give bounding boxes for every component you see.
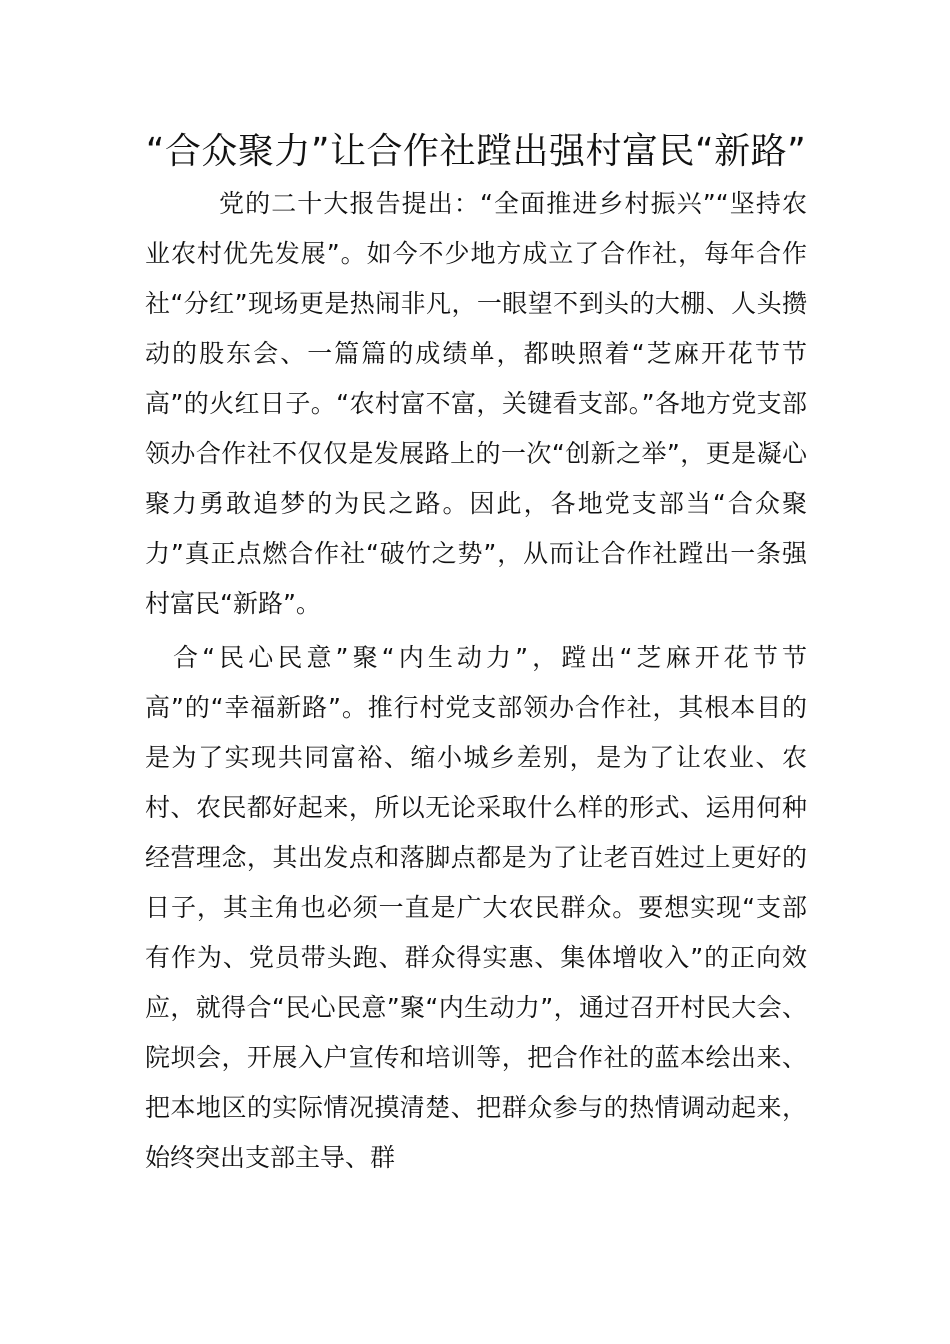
document-page	[145, 128, 807, 1183]
body-paragraph-1: 党的二十大报告提出：“全面推进乡村振兴”“坚持农业农村优先发展”。如今不少地方成立了合作社，每年合作社“分红”现场更是热闹非凡，一眼望不到头的大棚、人头攒动的股东会、一篇篇的成绩单，都映照着“芝麻开花节节高”的火红日子。“农村富不富，关键看支部。”各地方党支部领办合作社不仅仅是发展路上的一次“创新之举”，更是凝心聚力勇敢追梦的为民之路。因此，各地党支部当“合众聚力”真正点燃合作社“破竹之势”，从而让合作社蹚出一条强村富民“新路”。	[145, 189, 807, 618]
body-paragraph-2: 合“民心民意”聚“内生动力”，蹚出“芝麻开花节节高”的“幸福新路”。推行村党支部领办合作社，其根本目的是为了实现共同富裕、缩小城乡差别，是为了让农业、农村、农民都好起来，所以无论采取什么样的形式、运用何种经营理念，其出发点和落脚点都是为了让老百姓过上更好的日子，其主角也必须一直是广大农民群众。要想实现“支部有作为、党员带头跑、群众得实惠、集体增收入”的正向效应，就得合“民心民意”聚“内生动力”，通过召开村民大会、院坝会，开展入户宣传和培训等，把合作社的蓝本绘出来、把本地区的实际情况摸清楚、把群众参与的热情调动起来，始终突出支部主导、群	[145, 643, 807, 1172]
document-title: “合众聚力”让合作社蹚出强村富民“新路”	[145, 131, 807, 172]
